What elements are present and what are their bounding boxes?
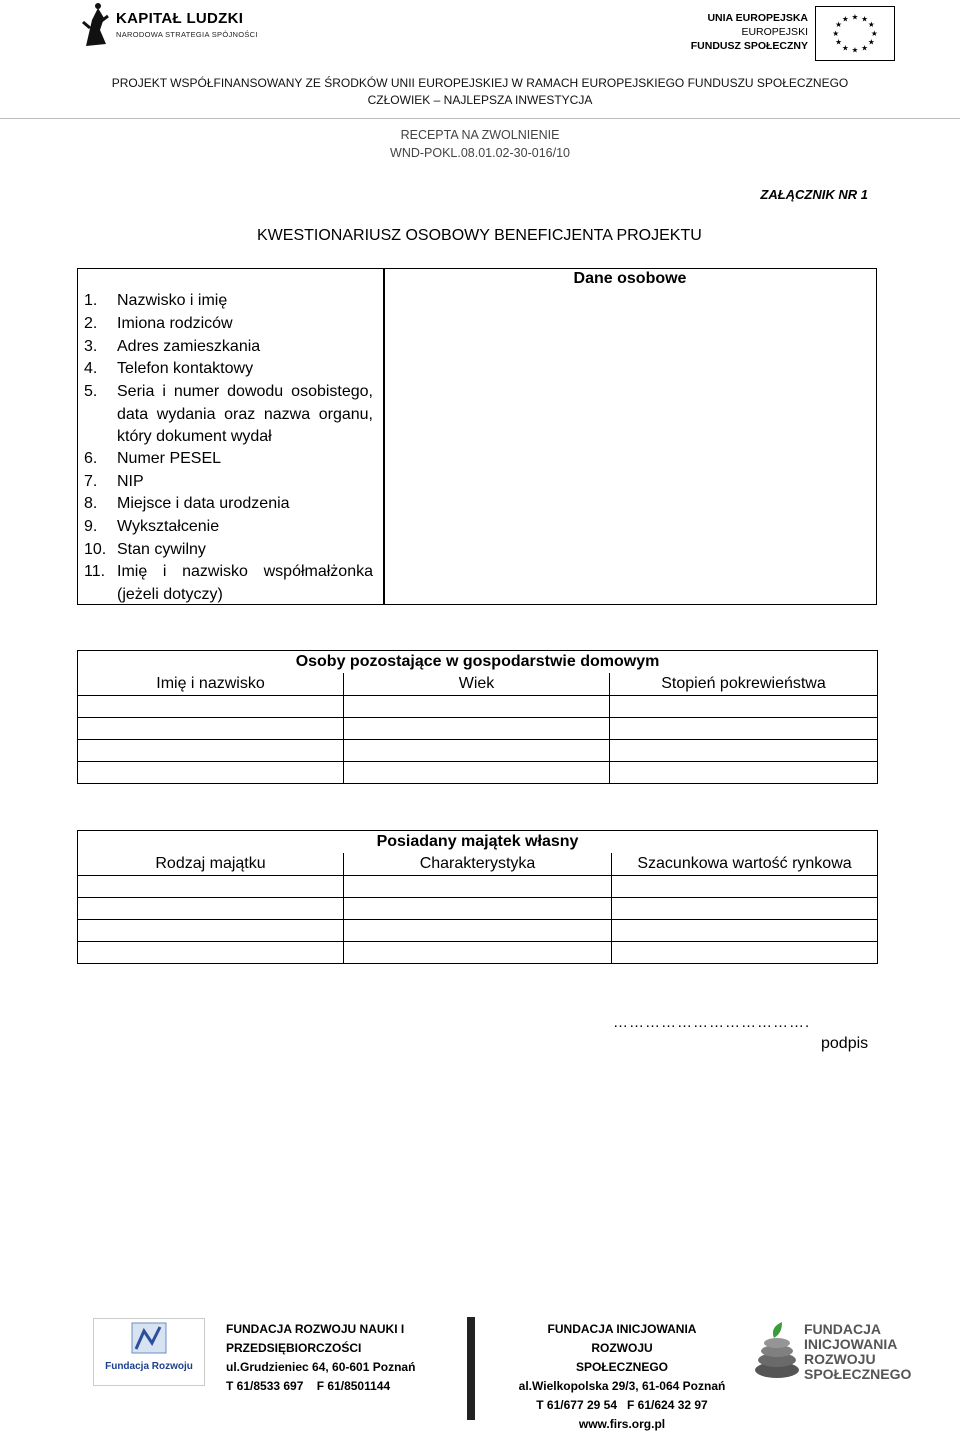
firs-logo-line2: INICJOWANIA (804, 1336, 898, 1352)
project-code: WND-POKL.08.01.02-30-016/10 (390, 146, 570, 160)
household-cell[interactable] (78, 718, 344, 740)
personal-item-label: Telefon kontaktowy (117, 360, 254, 377)
firs-logo-line1: FUNDACJA (804, 1321, 881, 1337)
table-row (78, 942, 878, 964)
org1-name-line1: FUNDACJA ROZWOJU NAUKI I (226, 1322, 405, 1336)
svg-text:★: ★ (851, 12, 859, 22)
household-table-header: Osoby pozostające w gospodarstwie domowym (78, 651, 878, 674)
personal-item-label: Miejsce i data urodzenia (117, 495, 290, 512)
svg-text:★: ★ (861, 14, 869, 24)
household-col-relation: Stopień pokrewieństwa (610, 673, 878, 696)
household-cell[interactable] (78, 740, 344, 762)
household-cell[interactable] (344, 696, 610, 718)
svg-text:★: ★ (835, 37, 843, 47)
firs-logo (752, 1318, 912, 1384)
fundacja-rozwoju-logo-text: Fundacja Rozwoju (105, 1361, 193, 1372)
fundacja-rozwoju-logo (93, 1318, 205, 1386)
org2-address: al.Wielkopolska 29/3, 61-064 Poznań (518, 1379, 726, 1393)
eu-label-line1: UNIA EUROPEJSKA (707, 12, 808, 24)
personal-item-num: 7. (84, 473, 98, 490)
firs-logo-line4: SPOŁECZNEGO (804, 1366, 912, 1382)
kapital-ludzki-title: KAPITAŁ LUDZKI (116, 10, 244, 27)
assets-cell[interactable] (612, 920, 878, 942)
svg-text:★: ★ (835, 20, 843, 30)
household-cell[interactable] (344, 718, 610, 740)
svg-text:★: ★ (841, 14, 849, 24)
household-cell[interactable] (78, 696, 344, 718)
eu-label-line2: EUROPEJSKI (741, 26, 808, 38)
assets-cell[interactable] (612, 898, 878, 920)
personal-item-num: 10. (84, 541, 107, 558)
project-slogan: CZŁOWIEK – NAJLEPSZA INWESTYCJA (367, 93, 593, 107)
org2-name-line2: SPOŁECZNEGO (575, 1360, 668, 1374)
table-row (78, 898, 878, 920)
fundacja-rozwoju-emblem-icon (94, 1319, 204, 1359)
personal-item-num: 1. (84, 292, 98, 309)
personal-item-label: Nazwisko i imię (117, 292, 228, 309)
svg-text:★: ★ (851, 45, 859, 55)
annex-label: ZAŁĄCZNIK NR 1 (760, 187, 868, 202)
project-cofinancing-line: PROJEKT WSPÓŁFINANSOWANY ZE ŚRODKÓW UNII EUROPEJSKIEJ W RAMACH EUROPEJSKIEGO FUNDUSZU SPOŁECZNEGO (111, 76, 849, 90)
household-cell[interactable] (610, 740, 878, 762)
household-col-age: Wiek (344, 673, 610, 696)
eu-flag-icon (815, 6, 895, 61)
personal-item-num: 8. (84, 495, 98, 512)
personal-item-label: Wykształcenie (117, 518, 220, 535)
table-row (78, 740, 878, 762)
household-cell[interactable] (78, 762, 344, 784)
assets-cell[interactable] (344, 920, 612, 942)
kapital-ludzki-subtitle: NARODOWA STRATEGIA SPÓJNOŚCI (116, 30, 258, 39)
assets-cell[interactable] (344, 876, 612, 898)
personal-item-num: 4. (84, 360, 98, 377)
table-row (78, 920, 878, 942)
personal-item-num: 5. (84, 383, 98, 400)
assets-col-value: Szacunkowa wartość rynkowa (612, 853, 878, 876)
household-cell[interactable] (344, 740, 610, 762)
personal-item-num: 11. (84, 563, 106, 580)
assets-cell[interactable] (78, 876, 344, 898)
assets-col-type: Rodzaj majątku (78, 853, 344, 876)
svg-text:★: ★ (867, 37, 875, 47)
household-cell[interactable] (610, 762, 878, 784)
header-divider (0, 118, 960, 119)
household-table (77, 650, 878, 784)
personal-item-label: Imię i nazwisko współmałżonka (jeżeli dotyczy) (117, 563, 373, 603)
personal-item-num: 2. (84, 315, 98, 332)
document-title: KWESTIONARIUSZ OSOBOWY BENEFICJENTA PROJEKTU (257, 227, 702, 244)
eu-label (691, 11, 808, 53)
assets-cell[interactable] (78, 942, 344, 964)
assets-cell[interactable] (78, 920, 344, 942)
org1-phone: T 61/8533 697 F 61/8501144 (226, 1379, 391, 1393)
personal-item-label: Numer PESEL (117, 450, 222, 467)
table-row (78, 762, 878, 784)
svg-text:★: ★ (832, 28, 840, 38)
svg-text:★: ★ (870, 28, 878, 38)
assets-table (77, 830, 878, 964)
assets-cell[interactable] (612, 942, 878, 964)
org2-website: www.firs.org.pl (578, 1417, 666, 1431)
footer-separator (467, 1317, 475, 1420)
personal-item-label: NIP (117, 473, 144, 490)
firs-emblem-icon (752, 1320, 802, 1382)
assets-cell[interactable] (78, 898, 344, 920)
household-cell[interactable] (610, 696, 878, 718)
org1-name-line2: PRZEDSIĘBIORCZOŚCI (226, 1341, 362, 1355)
household-col-name: Imię i nazwisko (78, 673, 344, 696)
assets-cell[interactable] (344, 942, 612, 964)
personal-item-label: Adres zamieszkania (117, 338, 261, 355)
svg-text:★: ★ (867, 20, 875, 30)
personal-item-num: 6. (84, 450, 98, 467)
table-row (78, 876, 878, 898)
table-row (78, 718, 878, 740)
assets-cell[interactable] (344, 898, 612, 920)
org2-contact (517, 1320, 727, 1434)
eu-label-line3: FUNDUSZ SPOŁECZNY (690, 40, 808, 52)
firs-logo-text (804, 1322, 911, 1382)
household-cell[interactable] (610, 718, 878, 740)
household-cell[interactable] (344, 762, 610, 784)
firs-logo-line3: ROZWOJU (804, 1351, 876, 1367)
signature-label: podpis (821, 1035, 869, 1052)
table-row (78, 696, 878, 718)
org2-name-line1: FUNDACJA INICJOWANIA ROZWOJU (547, 1322, 697, 1355)
project-name: RECEPTA NA ZWOLNIENIE (400, 128, 560, 142)
personal-data-divider (383, 268, 385, 605)
assets-col-description: Charakterystyka (344, 853, 612, 876)
personal-item-label: Stan cywilny (117, 541, 206, 558)
personal-item-label: Imiona rodziców (117, 315, 233, 332)
signature-line: ………………………………. (613, 1014, 811, 1031)
svg-text:★: ★ (861, 43, 869, 53)
org2-phone: T 61/677 29 54 F 61/624 32 97 (536, 1398, 708, 1412)
personal-item-num: 3. (84, 338, 98, 355)
org1-address: ul.Grudzieniec 64, 60-601 Poznań (226, 1360, 416, 1374)
personal-item-num: 9. (84, 518, 98, 535)
personal-data-header: Dane osobowe (573, 270, 687, 287)
assets-cell[interactable] (612, 876, 878, 898)
assets-table-header: Posiadany majątek własny (78, 831, 878, 854)
svg-text:★: ★ (841, 43, 849, 53)
org1-contact (226, 1320, 415, 1396)
personal-item-label: Seria i numer dowodu osobistego, data wydania oraz nazwa organu, który dokument wydał (117, 383, 373, 445)
